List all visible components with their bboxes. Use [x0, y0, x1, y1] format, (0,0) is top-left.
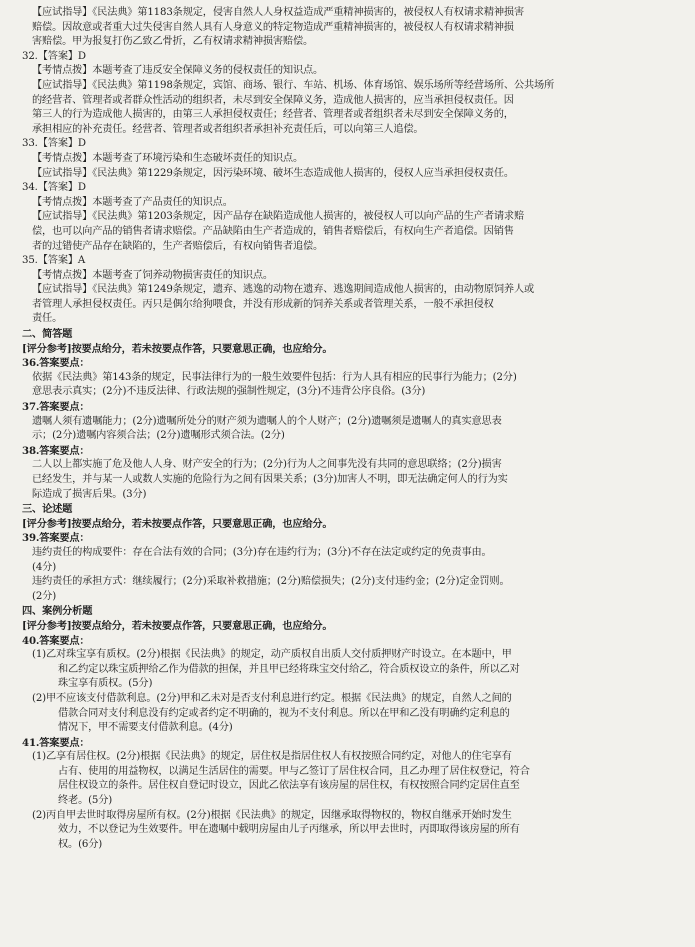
text-line: 依据《民法典》第143条的规定，民事法律行为的一般生效要件包括：行为人具有相应的民事行为能力；(2分) — [32, 371, 517, 383]
text-line: 者管理人承担侵权责任。丙只是偶尔给狗喂食，并没有形成新的饲养关系或者管理关系，一般不承担侵权 — [32, 298, 494, 310]
text-line: 二人以上都实施了危及他人人身、财产安全的行为；(2分)行为人之间事先没有共同的意思联络；(2分)损害 — [32, 459, 502, 471]
text-line: 第三人的行为造成他人损害的，由第三人承担侵权责任；经营者、管理者或者组织者未尽到安全保障义务的， — [32, 109, 514, 121]
text-line: 的经营者、管理者或者群众性活动的组织者，未尽到安全保障义务，造成他人损害的，应当承担侵权责任。因 — [32, 94, 514, 106]
text-line: 珠宝享有质权。(5分) — [58, 678, 153, 690]
text-line: 【考情点拨】本题考查了饲养动物损害责任的知识点。 — [32, 269, 273, 281]
text-line: 违约责任的承担方式：继续履行；(2分)采取补救措施；(2分)赔偿损失；(2分)支付违约金；(2分)定金罚则。 — [32, 576, 510, 588]
text-line: 【应试指导】《民法典》第1229条规定，因污染环境、破坏生态造成他人损害的，侵权人应当承担侵权责任。 — [32, 167, 514, 179]
text-line: 违约责任的构成要件：存在合法有效的合同；(3分)存在违约行为；(3分)不存在法定或约定的免责事由。 — [32, 546, 492, 558]
text-line: 意思表示真实；(2分)不违反法律、行政法规的强制性规定，(3分)不违背公序良俗。(3分) — [32, 386, 426, 398]
text-line: (2)丙自甲去世时取得房屋所有权。(2分)根据《民法典》的规定，因继承取得物权的，物权自继承开始时发生 — [32, 809, 512, 821]
text-line: 者的过错使产品存在缺陷的，生产者赔偿后，有权向销售者追偿。 — [32, 240, 324, 252]
text-line: (2分) — [32, 590, 57, 602]
text-line: 四、案例分析题 — [22, 605, 93, 618]
text-line: 权。(6分) — [58, 838, 103, 850]
text-line: (2)甲不应该支付借款利息。(2分)甲和乙未对是否支付利息进行约定。根据《民法典》的规定，自然人之间的 — [32, 692, 512, 704]
text-line: 39.答案要点： — [22, 532, 90, 545]
text-line: 41.答案要点： — [22, 736, 90, 749]
text-line: 【应试指导】《民法典》第1249条规定，遗弃、逃逸的动物在遗弃、逃逸期间造成他人损害的，由动物原饲养人或 — [32, 284, 535, 296]
text-line: 偿，也可以向产品的销售者请求赔偿。产品缺陷由生产者造成的，销售者赔偿后，有权向生产者追偿。因销售 — [32, 225, 514, 237]
text-line: [评分参考]按要点给分，若未按要点作答，只要意思正确，也应给分。 — [22, 619, 333, 632]
text-line: 害赔偿。甲为报复打伤乙致乙骨折，乙有权请求精神损害赔偿。 — [32, 36, 314, 48]
text-line: 际造成了损害后果。(3分) — [32, 488, 147, 500]
text-line: 三、论述题 — [22, 503, 73, 516]
text-line: (1)乙对珠宝享有质权。(2分)根据《民法典》的规定，动产质权自出质人交付质押财产时设立。在本题中，甲 — [32, 649, 512, 661]
text-line: 已经发生，并与某一人或数人实施的危险行为之间有因果关系；(3分)加害人不明，即无法确定何人的行为实 — [32, 474, 508, 485]
text-line: (4分) — [32, 561, 57, 573]
text-line: 责任。 — [32, 313, 63, 325]
text-line: 情况下，甲不需要支付借款利息。(4分) — [58, 722, 233, 734]
text-line: 和乙约定以珠宝质押给乙作为借款的担保，并且甲已经将珠宝交付给乙，符合质权设立的条件，所以乙对 — [58, 663, 520, 675]
text-line: (1)乙享有居住权。(2分)根据《民法典》的规定，居住权是指居住权人有权按照合同约定，对他人的住宅享有 — [32, 751, 512, 763]
text-line: 38.答案要点： — [22, 444, 90, 457]
text-line: 40.答案要点： — [22, 634, 90, 647]
text-line: 35.【答案】A — [22, 255, 86, 267]
text-line: 终老。(5分) — [58, 795, 113, 807]
text-line: 【应试指导】《民法典》第1183条规定，侵害自然人人身权益造成严重精神损害的，被侵权人有权请求精神损害 — [32, 7, 524, 18]
text-line: 遗嘱人须有遗嘱能力；(2分)遗嘱所处分的财产须为遗嘱人的个人财产；(2分)遗嘱须是遗嘱人的真实意思表 — [32, 415, 502, 427]
text-line: [评分参考]按要点给分，若未按要点作答，只要意思正确，也应给分。 — [22, 342, 333, 355]
text-line: 效力，不以登记为生效要件。甲在遗嘱中载明房屋由儿子丙继承，所以甲去世时，丙即取得该房屋的所有 — [58, 824, 520, 836]
text-line: 【应试指导】《民法典》第1203条规定，因产品存在缺陷造成他人损害的，被侵权人可以向产品的生产者请求赔 — [32, 211, 524, 223]
text-line: 居住权设立的条件。居住权自登记时设立，因此乙依法享有该房屋的居住权，有权按照合同约定居住直至 — [58, 780, 520, 792]
text-line: 二、简答题 — [22, 328, 73, 341]
text-line: 承担相应的补充责任。经营者、管理者或者组织者承担补充责任后，可以向第三人追偿。 — [32, 123, 424, 135]
text-line: 33.【答案】D — [22, 138, 86, 150]
text-line: 【应试指导】《民法典》第1198条规定，宾馆、商场、银行、车站、机场、体育场馆、娱乐场所等经营场所、公共场所 — [32, 79, 555, 91]
text-line: 【考情点拨】本题考查了违反安全保障义务的侵权责任的知识点。 — [32, 65, 324, 77]
text-line: 示；(2分)遗嘱内容须合法；(2分)遗嘱形式须合法。(2分) — [32, 430, 285, 442]
text-line: 【考情点拨】本题考查了产品责任的知识点。 — [32, 196, 233, 208]
text-line: 34.【答案】D — [22, 182, 86, 194]
text-line: 36.答案要点： — [22, 357, 90, 370]
text-line: 赔偿。因故意或者重大过失侵害自然人具有人身意义的特定物造成严重精神损害的，被侵权人有权请求精神损 — [32, 21, 514, 33]
text-line: 【考情点拨】本题考查了环境污染和生态破坏责任的知识点。 — [32, 152, 304, 164]
text-line: 借款合同对支付利息没有约定或者约定不明确的，视为不支付利息。所以在甲和乙没有明确约定利息的 — [58, 707, 510, 719]
text-line: 占有、使用的用益物权，以满足生活居住的需要。甲与乙签订了居住权合同，且乙办理了居住权登记，符合 — [58, 765, 530, 777]
text-line: 32.【答案】D — [22, 50, 86, 62]
text-line: 37.答案要点： — [22, 401, 90, 414]
text-line: [评分参考]按要点给分，若未按要点作答，只要意思正确，也应给分。 — [22, 517, 333, 530]
